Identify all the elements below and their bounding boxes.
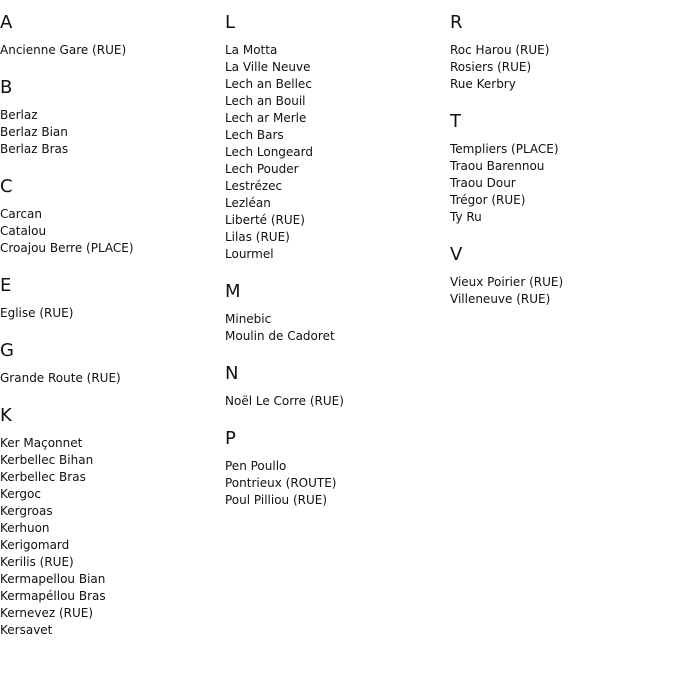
street-link[interactable]: Roc Harou (RUE)	[450, 43, 550, 57]
street-link[interactable]: Templiers (PLACE)	[450, 142, 559, 156]
letter-heading: N	[225, 363, 239, 384]
street-link[interactable]: Lezléan	[225, 196, 271, 210]
street-link[interactable]: Villeneuve (RUE)	[450, 292, 551, 306]
letter-heading: P	[225, 428, 236, 449]
street-link[interactable]: Lourmel	[225, 247, 274, 261]
index-column	[450, 12, 675, 326]
street-link[interactable]: Carcan	[0, 207, 42, 221]
street-link[interactable]: La Motta	[225, 43, 278, 57]
street-link[interactable]: Kernevez (RUE)	[0, 606, 94, 620]
street-link[interactable]: Eglise (RUE)	[0, 306, 74, 320]
street-link[interactable]: Kergoc	[0, 487, 41, 501]
street-link[interactable]: Rue Kerbry	[450, 77, 516, 91]
street-list	[225, 42, 450, 263]
street-link[interactable]: Kerhuon	[0, 521, 50, 535]
letter-section	[0, 340, 225, 387]
street-list	[0, 435, 225, 639]
letter-heading: C	[0, 176, 13, 197]
index-column	[225, 12, 450, 527]
street-link[interactable]: Vieux Poirier (RUE)	[450, 275, 564, 289]
street-list	[0, 42, 225, 59]
street-link[interactable]: Pontrieux (ROUTE)	[225, 476, 337, 490]
letter-heading: L	[225, 12, 236, 33]
letter-heading: E	[0, 275, 12, 296]
street-link[interactable]: Ker Maçonnet	[0, 436, 83, 450]
letter-section	[0, 405, 225, 639]
letter-section	[0, 77, 225, 158]
street-list	[450, 141, 675, 226]
street-link[interactable]: Lech an Bouil	[225, 94, 306, 108]
street-link[interactable]: Kergroas	[0, 504, 53, 518]
letter-heading: T	[450, 111, 461, 132]
street-link[interactable]: Kerbellec Bihan	[0, 453, 94, 467]
street-link[interactable]: Ancienne Gare (RUE)	[0, 43, 127, 57]
letter-heading: A	[0, 12, 13, 33]
street-link[interactable]: Poul Pilliou (RUE)	[225, 493, 328, 507]
letter-section	[450, 244, 675, 308]
street-link[interactable]: Berlaz Bras	[0, 142, 69, 156]
letter-heading: R	[450, 12, 463, 33]
street-link[interactable]: Lech Bars	[225, 128, 284, 142]
street-link[interactable]: Lestrézec	[225, 179, 283, 193]
street-list	[225, 393, 450, 410]
letter-heading: K	[0, 405, 12, 426]
street-link[interactable]: Liberté (RUE)	[225, 213, 305, 227]
letter-heading: V	[450, 244, 463, 265]
street-link[interactable]: Berlaz Bian	[0, 125, 68, 139]
street-link[interactable]: Grande Route (RUE)	[0, 371, 121, 385]
street-list	[225, 458, 450, 509]
letter-heading: G	[0, 340, 14, 361]
street-link[interactable]: Lech Pouder	[225, 162, 299, 176]
street-link[interactable]: Rosiers (RUE)	[450, 60, 532, 74]
street-list	[450, 42, 675, 93]
letter-section	[225, 12, 450, 263]
street-link[interactable]: Traou Barennou	[450, 159, 545, 173]
letter-section	[225, 281, 450, 345]
street-link[interactable]: Ty Ru	[450, 210, 482, 224]
street-link[interactable]: Lech ar Merle	[225, 111, 307, 125]
street-link[interactable]: La Ville Neuve	[225, 60, 311, 74]
street-link[interactable]: Trégor (RUE)	[450, 193, 526, 207]
letter-section	[225, 363, 450, 410]
letter-section	[450, 111, 675, 226]
street-link[interactable]: Croajou Berre (PLACE)	[0, 241, 134, 255]
street-link[interactable]: Berlaz	[0, 108, 38, 122]
letter-section	[225, 428, 450, 509]
letter-section	[0, 12, 225, 59]
street-link[interactable]: Kerilis (RUE)	[0, 555, 74, 569]
letter-section	[0, 275, 225, 322]
street-link[interactable]: Minebic	[225, 312, 272, 326]
street-link[interactable]: Moulin de Cadoret	[225, 329, 335, 343]
street-link[interactable]: Traou Dour	[450, 176, 516, 190]
letter-section	[0, 176, 225, 257]
street-link[interactable]: Lilas (RUE)	[225, 230, 290, 244]
street-link[interactable]: Kerigomard	[0, 538, 70, 552]
street-list	[225, 311, 450, 345]
street-list	[0, 206, 225, 257]
street-link[interactable]: Kermapellou Bian	[0, 572, 106, 586]
letter-section	[450, 12, 675, 93]
street-list	[450, 274, 675, 308]
letter-heading: B	[0, 77, 13, 98]
street-list	[0, 107, 225, 158]
street-link[interactable]: Lech Longeard	[225, 145, 313, 159]
street-link[interactable]: Kerbellec Bras	[0, 470, 86, 484]
street-link[interactable]: Kersavet	[0, 623, 53, 637]
street-list	[0, 370, 225, 387]
street-link[interactable]: Pen Poullo	[225, 459, 287, 473]
street-list	[0, 305, 225, 322]
street-link[interactable]: Lech an Bellec	[225, 77, 312, 91]
street-link[interactable]: Kermapéllou Bras	[0, 589, 106, 603]
index-column	[0, 12, 225, 657]
street-link[interactable]: Noël Le Corre (RUE)	[225, 394, 344, 408]
letter-heading: M	[225, 281, 241, 302]
street-link[interactable]: Catalou	[0, 224, 47, 238]
